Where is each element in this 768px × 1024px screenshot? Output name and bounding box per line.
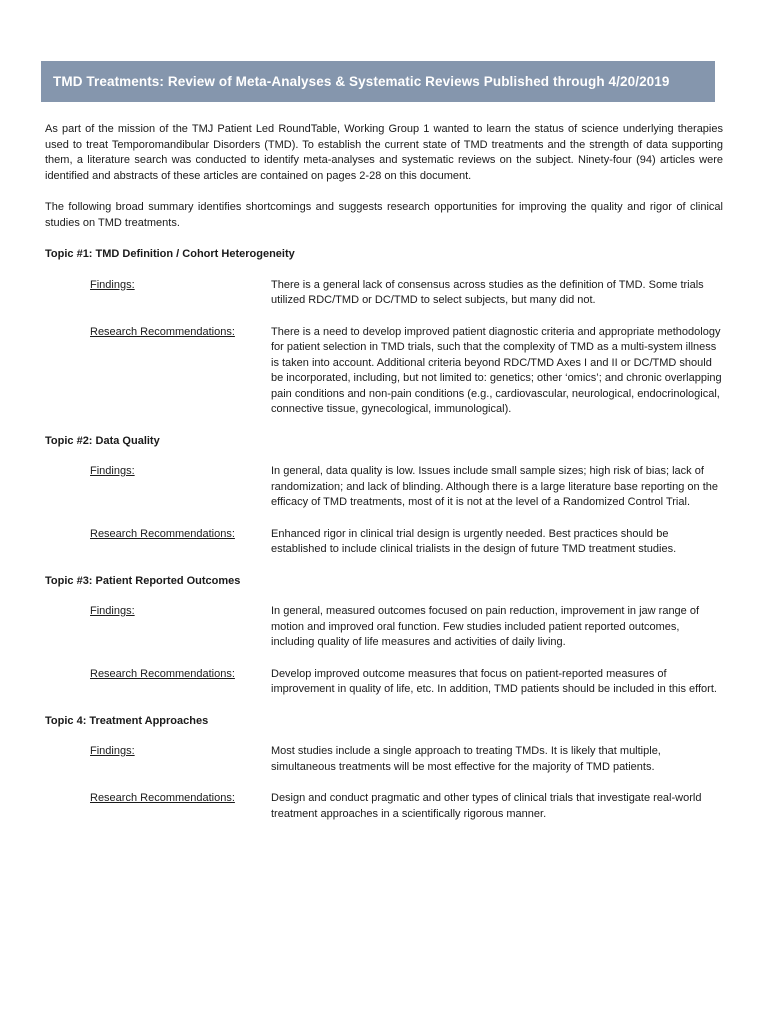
recommendations-label: Research Recommendations: [90, 527, 235, 540]
title-banner [41, 61, 715, 102]
findings-row [45, 744, 723, 775]
recommendations-row [45, 791, 723, 822]
findings-text: In general, measured outcomes focused on pain reduction, improvement in jaw range of motion and improved oral function. Few studies included patient reported outcomes, including quality of life measures and activities of daily living. [271, 605, 700, 648]
findings-row [45, 604, 723, 651]
topic-section-3 [45, 574, 723, 698]
topic-section-4 [45, 714, 723, 823]
topic-heading: Topic #2: Data Quality [45, 434, 160, 447]
findings-label: Findings: [90, 605, 135, 617]
topic-heading: Topic #3: Patient Reported Outcomes [45, 574, 241, 587]
findings-row [45, 278, 723, 309]
topic-section-1 [45, 247, 723, 418]
findings-label: Findings: [90, 745, 135, 757]
recommendations-text: Develop improved outcome measures that focus on patient-reported measures of improvement in quality of life, etc. In addition, TMD patients should be included in this effort. [271, 667, 717, 695]
document-body [45, 122, 723, 838]
intro-paragraph: As part of the mission of the TMJ Patient Led RoundTable, Working Group 1 wanted to learn the status of science underlying therapies used to treat Temporomandibular Disorders (TMD). To establish the current state of TMD treatments and the strength of data supporting them, a literature search was conducted to identify meta-analyses and systematic reviews on the subject. Ninety-four (94) articles were identified and abstracts of these articles are contained on pages 2-28 on this document. [45, 123, 723, 182]
summary-paragraph: The following broad summary identifies shortcomings and suggests research opportunities for improving the quality and rigor of clinical studies on TMD treatments. [45, 201, 723, 229]
recommendations-label: Research Recommendations: [90, 325, 235, 338]
recommendations-text: Enhanced rigor in clinical trial design is urgently needed. Best practices should be established to include clinical trialists in the design of future TMD treatment studies. [271, 527, 677, 555]
findings-row [45, 464, 723, 511]
recommendations-text: There is a need to develop improved patient diagnostic criteria and appropriate methodology for patient selection in TMD trials, such that the complexity of TMD as a multi-system illness is taken into account. Additional criteria beyond RDC/TMD Axes I and II or DC/TMD should be incorporated, including, but not limited to: genetics; other ‘omics’; and chronic overlapping pain conditions and non-pain conditions (e.g., cardiovascular, neurological, endocrinological, connective tissue, gynecological, immunological). [271, 325, 722, 415]
recommendations-row [45, 527, 723, 558]
findings-text: In general, data quality is low. Issues include small sample sizes; high risk of bias; lack of randomization; and lack of blinding. Although there is a large literature base reporting on the efficacy of TMD treatments, most of it is not at the level of a Randomized Control Trial. [271, 465, 719, 508]
recommendations-row [45, 667, 723, 698]
recommendations-label: Research Recommendations: [90, 792, 235, 804]
findings-text: There is a general lack of consensus across studies as the definition of TMD. Some trials utilized RDC/TMD or DC/TMD to select subjects, but many did not. [271, 278, 704, 306]
page-title: TMD Treatments: Review of Meta-Analyses & Systematic Reviews Published through 4/20/2019 [53, 74, 670, 89]
findings-label: Findings: [90, 278, 135, 291]
findings-label: Findings: [90, 465, 135, 477]
recommendations-text: Design and conduct pragmatic and other types of clinical trials that investigate real-world treatment approaches in a scientifically rigorous manner. [271, 792, 702, 820]
findings-text: Most studies include a single approach to treating TMDs. It is likely that multiple, simultaneous treatments will be most effective for the majority of TMD patients. [271, 745, 661, 773]
topic-heading: Topic #1: TMD Definition / Cohort Heterogeneity [45, 248, 295, 260]
topic-section-2 [45, 434, 723, 558]
recommendations-label: Research Recommendations: [90, 667, 235, 680]
topic-heading: Topic 4: Treatment Approaches [45, 714, 209, 727]
recommendations-row [45, 325, 723, 418]
